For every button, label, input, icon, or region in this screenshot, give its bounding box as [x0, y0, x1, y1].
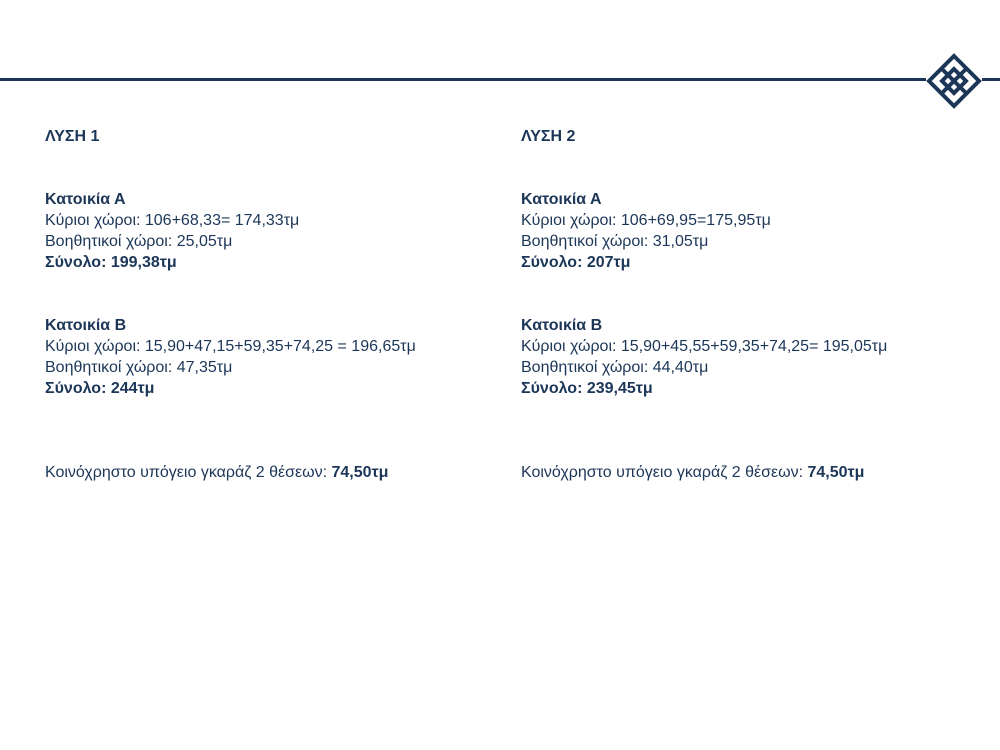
- house-a-aux-spaces: Βοηθητικοί χώροι: 31,05τμ: [521, 233, 709, 250]
- house-b-total: Σύνολο: 239,45τμ: [521, 380, 653, 397]
- solution-2-title: ΛΥΣΗ 2: [521, 128, 576, 145]
- garage-label: Κοινόχρηστο υπόγειο γκαράζ 2 θέσεων:: [45, 464, 332, 481]
- diamond-lattice-icon: [926, 53, 982, 109]
- garage-value: 74,50τμ: [331, 464, 389, 481]
- house-b-aux-spaces: Βοηθητικοί χώροι: 44,40τμ: [521, 359, 709, 376]
- house-b-heading: Κατοικία Β: [521, 317, 603, 334]
- house-a-heading: Κατοικία Α: [45, 191, 126, 208]
- house-a-main-spaces: Κύριοι χώροι: 106+68,33= 174,33τμ: [45, 212, 300, 229]
- header-rule: [0, 78, 1000, 81]
- solution-2-house-b: [521, 315, 981, 399]
- house-a-main-spaces: Κύριοι χώροι: 106+69,95=175,95τμ: [521, 212, 771, 229]
- solution-1-title: ΛΥΣΗ 1: [45, 128, 100, 145]
- house-a-total: Σύνολο: 207τμ: [521, 254, 631, 271]
- house-b-main-spaces: Κύριοι χώροι: 15,90+47,15+59,35+74,25 = 196,65τμ: [45, 338, 416, 355]
- house-b-aux-spaces: Βοηθητικοί χώροι: 47,35τμ: [45, 359, 233, 376]
- solution-2-column: [521, 126, 981, 483]
- solution-2-garage: [521, 462, 981, 483]
- house-a-total: Σύνολο: 199,38τμ: [45, 254, 177, 271]
- house-a-heading: Κατοικία Α: [521, 191, 602, 208]
- house-b-total: Σύνολο: 244τμ: [45, 380, 155, 397]
- solution-1-house-b: [45, 315, 505, 399]
- solution-1-column: [45, 126, 505, 483]
- solution-2-house-a: [521, 189, 981, 273]
- house-b-heading: Κατοικία Β: [45, 317, 127, 334]
- solution-1-garage: [45, 462, 505, 483]
- house-b-main-spaces: Κύριοι χώροι: 15,90+45,55+59,35+74,25= 195,05τμ: [521, 338, 888, 355]
- house-a-aux-spaces: Βοηθητικοί χώροι: 25,05τμ: [45, 233, 233, 250]
- solution-1-house-a: [45, 189, 505, 273]
- garage-label: Κοινόχρηστο υπόγειο γκαράζ 2 θέσεων:: [521, 464, 808, 481]
- garage-value: 74,50τμ: [807, 464, 865, 481]
